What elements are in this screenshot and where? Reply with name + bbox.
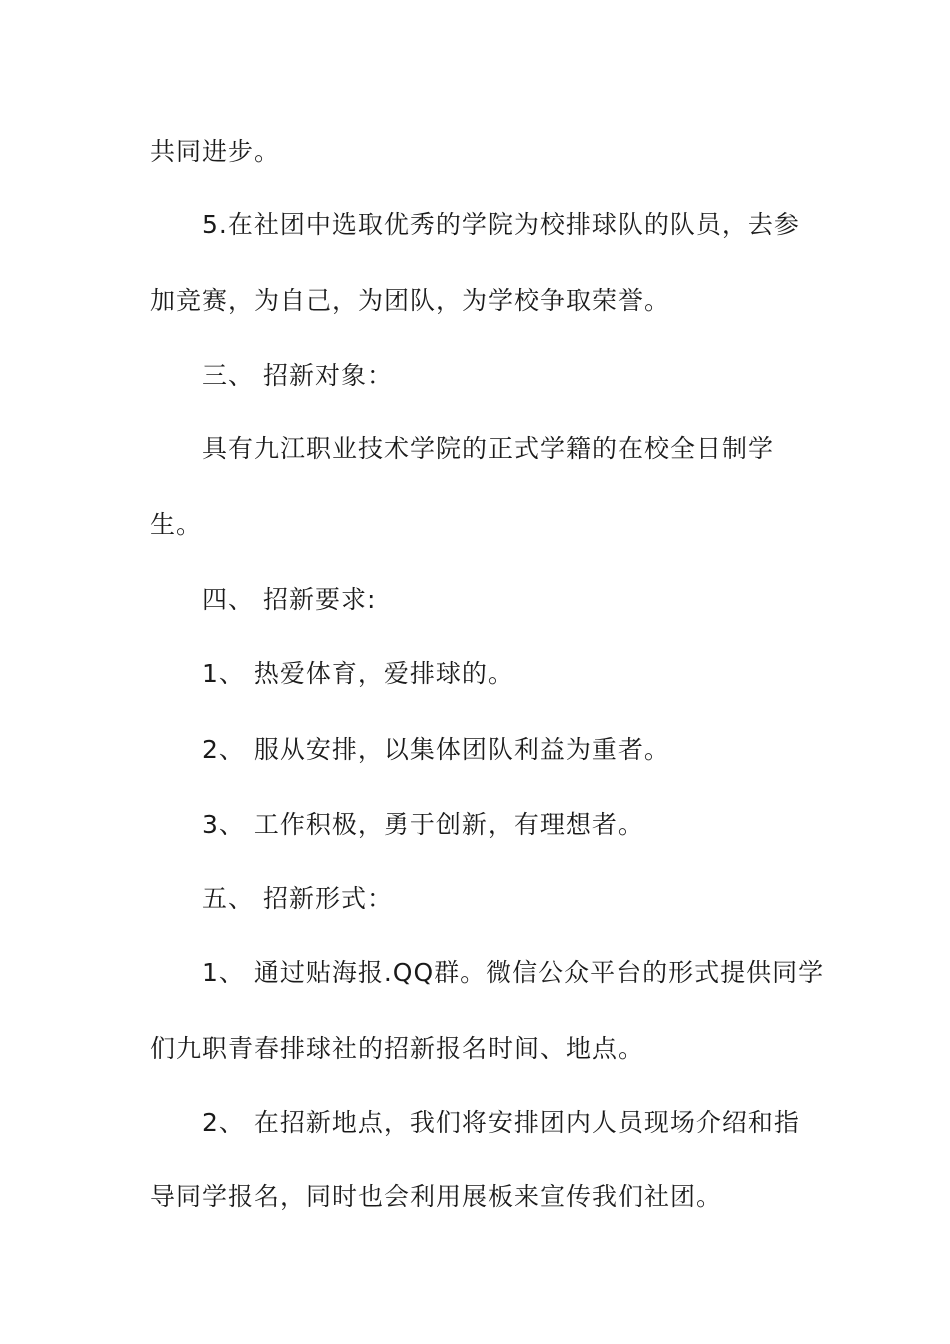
text-line: 5.在社团中选取优秀的学院为校排球队的队员，去参 [202,210,800,239]
list-item: 2、 服从安排，以集体团队利益为重者。 [202,735,670,764]
list-item: 1、 通过贴海报.QQ群。微信公众平台的形式提供同学 [202,958,825,987]
text-line: 导同学报名，同时也会利用展板来宣传我们社团。 [150,1182,723,1211]
text-line: 共同进步。 [150,137,281,166]
section-heading: 四、 招新要求: [202,585,377,614]
text-line: 加竞赛，为自己，为团队，为学校争取荣誉。 [150,286,671,315]
section-heading: 五、 招新形式： [202,884,393,913]
text-line: 具有九江职业技术学院的正式学籍的在校全日制学 [202,434,775,463]
list-item: 2、 在招新地点，我们将安排团内人员现场介绍和指 [202,1108,800,1137]
text-line: 们九职青春排球社的招新报名时间、地点。 [150,1034,645,1063]
list-item: 1、 热爱体育，爱排球的。 [202,659,514,688]
text-line: 生。 [150,510,203,539]
section-heading: 三、 招新对象： [202,361,393,390]
list-item: 3、 工作积极，勇于创新，有理想者。 [202,810,644,839]
